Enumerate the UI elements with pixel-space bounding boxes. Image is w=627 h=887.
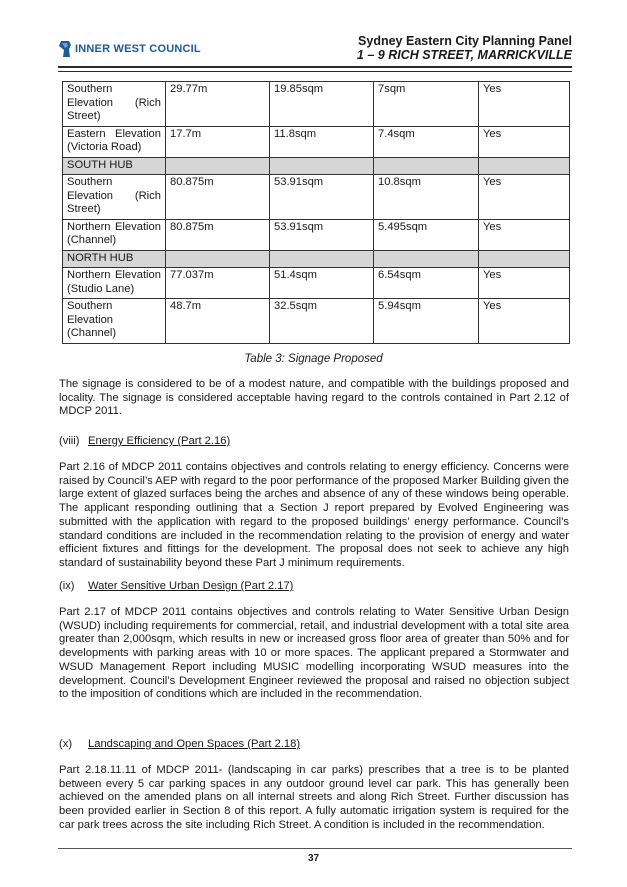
hub-label: NORTH HUB xyxy=(63,250,166,268)
table-row xyxy=(63,82,570,127)
area-cell: 6.54sqm xyxy=(374,268,479,299)
panel-address: 1 – 9 RICH STREET, MARRICKVILLE xyxy=(356,48,572,62)
elevation-label: Northern Elevation (Channel) xyxy=(67,220,161,246)
elevation-cell xyxy=(63,268,166,299)
area-cell: 19.85sqm xyxy=(270,82,374,127)
hub-label: SOUTH HUB xyxy=(63,157,166,175)
section-heading-energy xyxy=(59,434,230,448)
elevation-cell xyxy=(63,219,166,250)
table-row xyxy=(63,219,570,250)
area-cell: 11.8sqm xyxy=(270,126,374,157)
panel-title: Sydney Eastern City Planning Panel xyxy=(358,34,572,48)
compliance-cell: Yes xyxy=(479,268,570,299)
elevation-cell xyxy=(63,126,166,157)
hub-empty-cell xyxy=(166,157,270,175)
hub-empty-cell xyxy=(479,250,570,268)
section-number: (viii) xyxy=(59,435,80,447)
area-cell: 7sqm xyxy=(374,82,479,127)
section-title: Energy Efficiency (Part 2.16) xyxy=(88,435,231,447)
elevation-label: Eastern Elevation (Victoria Road) xyxy=(67,127,161,153)
panel-title-block xyxy=(357,34,572,62)
area-cell: 5.94sqm xyxy=(374,299,479,344)
section-number: (ix) xyxy=(59,580,75,592)
hub-empty-cell xyxy=(270,157,374,175)
height-cell: 80.875m xyxy=(166,175,270,220)
compliance-cell: Yes xyxy=(479,175,570,220)
area-cell: 53.91sqm xyxy=(270,175,374,220)
height-cell: 29.77m xyxy=(166,82,270,127)
height-cell: 17.7m xyxy=(166,126,270,157)
hub-empty-cell xyxy=(166,250,270,268)
hub-row xyxy=(63,250,570,268)
paragraph-signage: The signage is considered to be of a modest nature, and compatible with the buildings proposed and locality. The signage is considered acceptable having regard to the controls contained in Part 2.12 of MDCP 2011. xyxy=(59,378,569,418)
elevation-label: Northern Elevation (Studio Lane) xyxy=(67,269,161,295)
elevation-cell xyxy=(63,299,166,344)
page-number: 37 xyxy=(307,853,320,864)
area-cell: 32.5sqm xyxy=(270,299,374,344)
paragraph-wsud: Part 2.17 of MDCP 2011 contains objectives and controls relating to Water Sensitive Urban Design (WSUD) including requirements for commercial, retail, and industrial development with a total site area greater than 2,000sqm, which results in new or increased gross floor area of greater than 50% and for developments with parking areas with 10 or more spaces. The applicant prepared a Stormwater and WSUD Management Report including MUSIC modelling incorporating WSUD measures into the development. Council’s Development Engineer reviewed the proposal and raised no objection subject to the imposition of conditions which are included in the recommendation. xyxy=(59,606,569,701)
elevation-label: Southern Elevation (Rich Street) xyxy=(67,83,161,122)
table-row xyxy=(63,268,570,299)
paragraph-energy: Part 2.16 of MDCP 2011 contains objectives and controls relating to energy efficiency. Concerns were raised by Council’s AEP with regard to the poor performance of the proposed Marker Building given the large extent of glazed surfaces being the arches and absence of any of these windows being operable. The applicant responding outlining that a Section J report prepared by Evolved Engineering was submitted with the application with regard to the proposed buildings’ energy performance. Council’s standard conditions are included in the recommendation relating to the provision of energy and water efficient fixtures and fittings for the development. The proposal does not seek to achieve any high standard of sustainability beyond these Part J minimum requirements. xyxy=(59,461,569,569)
paragraph-landscaping: Part 2.18.11.11 of MDCP 2011- (landscaping in car parks) prescribes that a tree is to be planted between every 5 car parking spaces in any outdoor ground level car park. This has generally been achieved on the amended plans on all internal streets and along Rich Street. Further discussion has been provided earlier in Section 8 of this report. A fully automatic irrigation system is required for the car park trees across the site including Rich Street. A condition is included in the recommendation. xyxy=(59,764,569,831)
height-cell: 77.037m xyxy=(166,268,270,299)
section-title: Landscaping and Open Spaces (Part 2.18) xyxy=(88,738,301,750)
section-title: Water Sensitive Urban Design (Part 2.17) xyxy=(88,580,294,592)
elevation-label: Southern Elevation (Channel) xyxy=(67,300,117,339)
elevation-label: Southern Elevation (Rich Street) xyxy=(67,176,161,215)
compliance-cell: Yes xyxy=(479,126,570,157)
area-cell: 7.4sqm xyxy=(374,126,479,157)
hub-row xyxy=(63,157,570,175)
table-row xyxy=(63,126,570,157)
section-heading-landscaping xyxy=(59,737,300,751)
header-rule-thin xyxy=(58,71,572,72)
section-number: (x) xyxy=(59,738,73,750)
council-logo-text: INNER WEST COUNCIL xyxy=(75,43,201,55)
elevation-cell xyxy=(63,175,166,220)
hub-empty-cell xyxy=(374,250,479,268)
area-cell: 10.8sqm xyxy=(374,175,479,220)
area-cell: 53.91sqm xyxy=(270,219,374,250)
table-caption: Table 3: Signage Proposed xyxy=(244,353,383,365)
section-heading-wsud xyxy=(59,579,293,593)
council-logo xyxy=(58,40,201,58)
footer-rule xyxy=(58,848,572,849)
height-cell: 48.7m xyxy=(166,299,270,344)
council-logo-icon xyxy=(58,40,72,58)
area-cell: 51.4sqm xyxy=(270,268,374,299)
table-row xyxy=(63,175,570,220)
compliance-cell: Yes xyxy=(479,219,570,250)
hub-empty-cell xyxy=(270,250,374,268)
compliance-cell: Yes xyxy=(479,82,570,127)
header-rule-thick xyxy=(58,66,572,68)
signage-table xyxy=(62,81,570,344)
compliance-cell: Yes xyxy=(479,299,570,344)
height-cell: 80.875m xyxy=(166,219,270,250)
elevation-cell xyxy=(63,82,166,127)
hub-empty-cell xyxy=(479,157,570,175)
area-cell: 5.495sqm xyxy=(374,219,479,250)
hub-empty-cell xyxy=(374,157,479,175)
page-header xyxy=(58,34,572,66)
table-row xyxy=(63,299,570,344)
